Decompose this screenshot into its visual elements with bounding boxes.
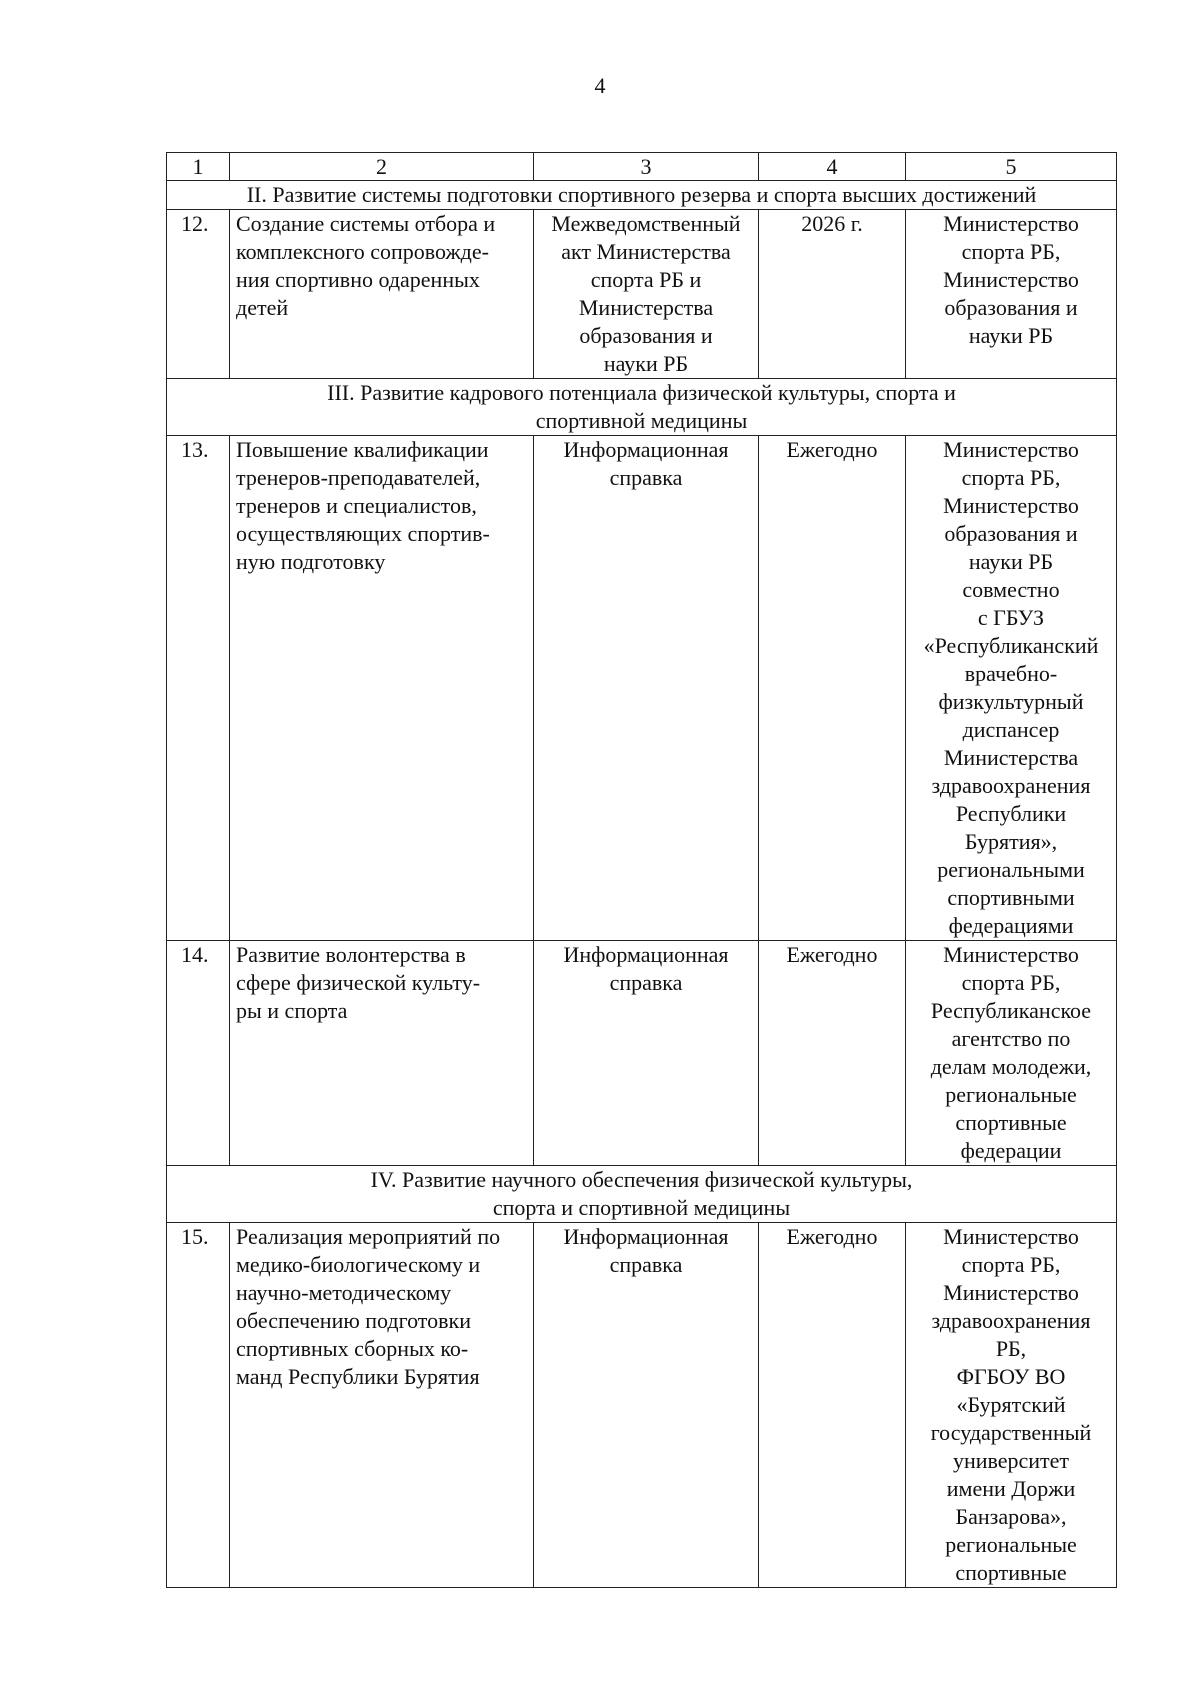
event-line: спортивных сборных ко-: [236, 1336, 469, 1361]
responsible-line: Министерство: [943, 211, 1079, 236]
responsible-line: здравоохранения: [931, 1308, 1091, 1333]
form-line: Информационная: [563, 942, 729, 967]
responsible-line: с ГБУЗ: [977, 605, 1045, 630]
responsible-line: университет: [952, 1448, 1070, 1473]
form-cell: [534, 941, 759, 1166]
form-line: справка: [609, 1252, 683, 1277]
responsible-line: региональные: [945, 1082, 1077, 1107]
form-cell: [534, 1223, 759, 1588]
form-line: науки РБ: [603, 351, 689, 376]
responsible-line: имени Доржи: [946, 1476, 1076, 1501]
section-row: [167, 379, 1117, 436]
responsible-line: Министерства: [943, 745, 1079, 770]
responsible-line: Министерство: [943, 437, 1079, 462]
item-number: 12.: [167, 210, 230, 379]
responsible-line: совместно: [962, 577, 1060, 602]
event-line: сфере физической культу-: [236, 970, 481, 995]
responsible-line: физкультурный: [938, 689, 1084, 714]
term-cell: Ежегодно: [759, 436, 906, 941]
responsible-line: Министерство: [943, 493, 1079, 518]
responsible-line: федерации: [960, 1138, 1062, 1163]
responsible-line: спорта РБ,: [961, 1252, 1061, 1277]
table-row: [167, 436, 1117, 941]
section-row: [167, 181, 1117, 210]
event-line: медико-биологическому и: [236, 1252, 481, 1277]
event-line: тренеров-преподавателей,: [236, 465, 481, 490]
responsible-line: Бурятия»,: [964, 829, 1058, 854]
term-cell: 2026 г.: [759, 210, 906, 379]
responsible-line: Министерство: [943, 267, 1079, 292]
section-title: [167, 181, 1117, 210]
event-line: ную подготовку: [236, 549, 386, 574]
event-line: научно-методическому: [236, 1280, 452, 1305]
event-cell: [230, 1223, 534, 1588]
responsible-line: Республиканское: [930, 998, 1092, 1023]
responsible-line: Республики: [955, 801, 1067, 826]
responsible-line: диспансер: [962, 717, 1060, 742]
column-number-4: 4: [759, 153, 906, 181]
event-line: Повышение квалификации: [236, 437, 489, 462]
term-cell: Ежегодно: [759, 1223, 906, 1588]
form-line: Министерства: [578, 295, 714, 320]
responsible-line: спорта РБ,: [961, 970, 1061, 995]
responsible-line: региональными: [937, 857, 1085, 882]
responsible-line: Банзарова»,: [955, 1504, 1067, 1529]
responsible-line: Министерство: [943, 942, 1079, 967]
section-title-line: IV. Развитие научного обеспечения физической культуры,: [370, 1167, 913, 1192]
responsible-line: спорта РБ,: [961, 465, 1061, 490]
responsible-line: науки РБ: [968, 549, 1054, 574]
responsible-line: РБ,: [995, 1336, 1027, 1361]
term-cell: Ежегодно: [759, 941, 906, 1166]
form-line: спорта РБ и: [590, 267, 702, 292]
table-row: [167, 941, 1117, 1166]
section-title: [167, 1166, 1117, 1223]
event-line: Создание системы отбора и: [236, 211, 496, 236]
responsible-line: образования и: [944, 295, 1078, 320]
section-title-line: спорта и спортивной медицины: [492, 1195, 791, 1220]
responsible-line: «Республиканский: [923, 633, 1099, 658]
table-row: [167, 1223, 1117, 1588]
event-line: Реализация мероприятий по: [236, 1224, 501, 1249]
responsible-cell: [906, 1223, 1117, 1588]
responsible-cell: [906, 436, 1117, 941]
event-line: ры и спорта: [236, 998, 348, 1023]
responsible-line: врачебно-: [964, 661, 1058, 686]
responsible-line: здравоохранения: [931, 773, 1091, 798]
responsible-line: Министерство: [943, 1224, 1079, 1249]
section-title-line: спортивной медицины: [535, 408, 748, 433]
page-number: 4: [594, 73, 606, 98]
form-line: справка: [609, 970, 683, 995]
responsible-line: федерациями: [948, 913, 1074, 938]
responsible-line: делам молодежи,: [930, 1054, 1092, 1079]
form-cell: [534, 210, 759, 379]
event-cell: [230, 210, 534, 379]
table-body: [167, 153, 1117, 1588]
responsible-line: ФГБОУ ВО: [956, 1364, 1066, 1389]
event-line: детей: [236, 295, 289, 320]
event-line: комплексного сопровожде-: [236, 239, 489, 264]
event-line: Развитие волонтерства в: [236, 942, 466, 967]
section-title-line: III. Развитие кадрового потенциала физической культуры, спорта и: [327, 380, 956, 405]
form-line: образования и: [579, 323, 713, 348]
form-line: справка: [609, 465, 683, 490]
item-number: 14.: [167, 941, 230, 1166]
item-number: 15.: [167, 1223, 230, 1588]
responsible-line: государственный: [930, 1420, 1092, 1445]
responsible-cell: [906, 210, 1117, 379]
event-line: обеспечению подготовки: [236, 1308, 471, 1333]
column-number-3: 3: [534, 153, 759, 181]
responsible-line: Министерство: [943, 1280, 1079, 1305]
form-line: Межведомственный: [551, 211, 741, 236]
section-title-line: II. Развитие системы подготовки спортивного резерва и спорта высших достижений: [246, 182, 1037, 207]
responsible-line: «Бурятский: [956, 1392, 1066, 1417]
responsible-line: спортивными: [947, 885, 1075, 910]
section-title: [167, 379, 1117, 436]
responsible-cell: [906, 941, 1117, 1166]
section-row: [167, 1166, 1117, 1223]
responsible-line: спортивные: [955, 1560, 1067, 1585]
responsible-line: региональные: [945, 1532, 1077, 1557]
measures-table: [166, 152, 1117, 1588]
column-number-2: 2: [230, 153, 534, 181]
column-number-5: 5: [906, 153, 1117, 181]
event-line: осуществляющих спортив-: [236, 521, 490, 546]
responsible-line: науки РБ: [968, 323, 1054, 348]
form-cell: [534, 436, 759, 941]
responsible-line: образования и: [944, 521, 1078, 546]
event-line: тренеров и специалистов,: [236, 493, 477, 518]
form-line: Информационная: [563, 1224, 729, 1249]
responsible-line: спорта РБ,: [961, 239, 1061, 264]
event-cell: [230, 941, 534, 1166]
table-row: [167, 210, 1117, 379]
event-line: манд Республики Бурятия: [236, 1364, 480, 1389]
form-line: акт Министерства: [561, 239, 731, 264]
event-line: ния спортивно одаренных: [236, 267, 480, 292]
event-cell: [230, 436, 534, 941]
column-number-row: [167, 153, 1117, 181]
responsible-line: агентство по: [951, 1026, 1071, 1051]
responsible-line: спортивные: [955, 1110, 1067, 1135]
item-number: 13.: [167, 436, 230, 941]
form-line: Информационная: [563, 437, 729, 462]
column-number-1: 1: [167, 153, 230, 181]
